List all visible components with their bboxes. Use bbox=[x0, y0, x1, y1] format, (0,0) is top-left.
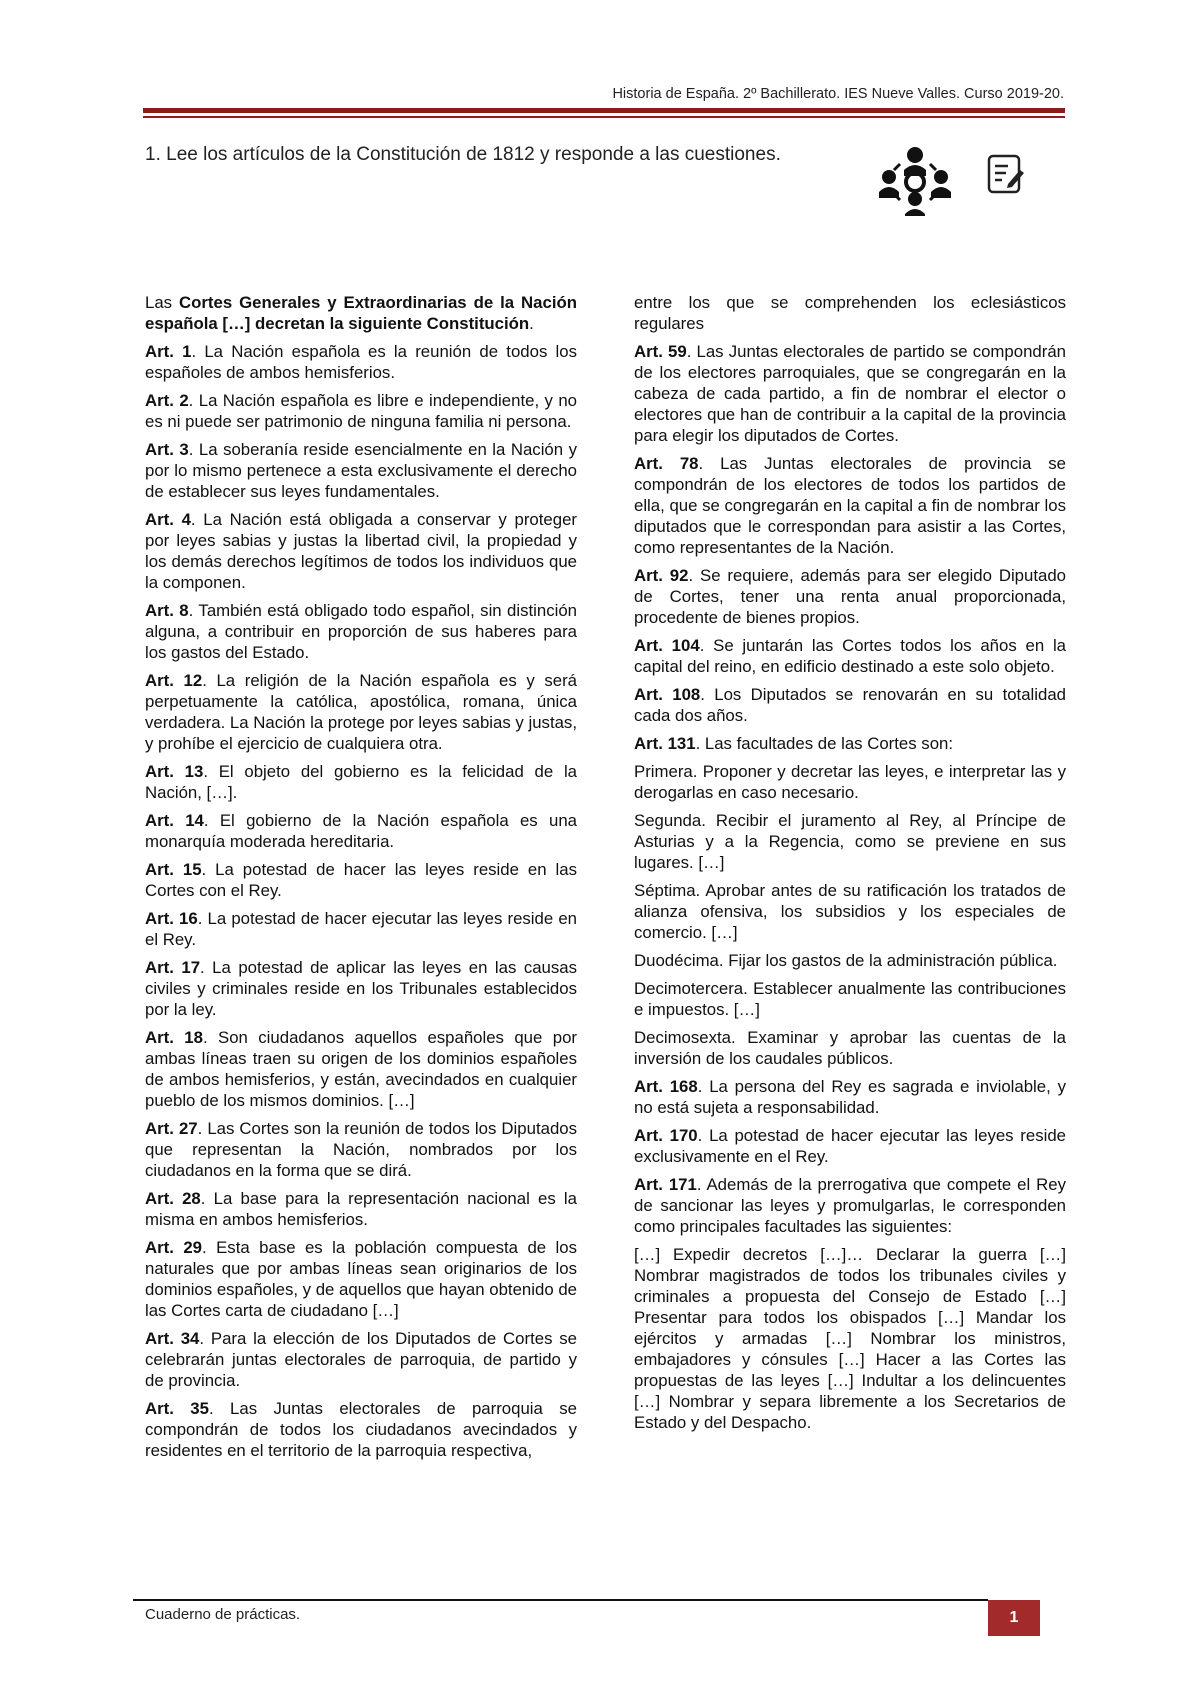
article-paragraph bbox=[634, 1027, 1066, 1069]
article-text: Duodécima. Fijar los gastos de la administración pública. bbox=[634, 951, 1058, 970]
article-label: Art. 12 bbox=[145, 671, 203, 690]
intro-paragraph bbox=[145, 292, 577, 334]
article-label: Art. 14 bbox=[145, 811, 204, 830]
article-text: . La potestad de aplicar las leyes en las causas civiles y criminales reside en los Tribunales establecidos por la ley. bbox=[145, 958, 578, 1019]
right-column bbox=[634, 292, 1066, 1440]
article-paragraph bbox=[145, 1328, 577, 1391]
article-paragraph bbox=[634, 453, 1066, 558]
article-text: . La potestad de hacer ejecutar las leyes reside en el Rey. bbox=[145, 909, 578, 949]
article-text: Segunda. Recibir el juramento al Rey, al Príncipe de Asturias y a la Regencia, como se previene en sus lugares. […] bbox=[634, 811, 1066, 872]
article-label: Art. 131 bbox=[634, 734, 696, 753]
intro-bold: Cortes Generales y Extraordinarias de la Nación española […] decretan la siguiente Constitución bbox=[145, 293, 577, 333]
article-label: Art. 17 bbox=[145, 958, 201, 977]
article-text: . La soberanía reside esencialmente en la Nación y por lo mismo pertenece a esta exclusivamente el derecho de establecer sus leyes fundamentales. bbox=[145, 440, 577, 501]
article-text: . Esta base es la población compuesta de los naturales que por ambas líneas sean originarios de los dominios españoles, y de aquellos que hayan obtenido de las Cortes carta de ciudadano […] bbox=[145, 1238, 578, 1320]
group-work-icon bbox=[878, 144, 952, 216]
article-label: Art. 104 bbox=[634, 636, 700, 655]
article-paragraph bbox=[145, 600, 577, 663]
article-text: . Los Diputados se renovarán en su totalidad cada dos años. bbox=[634, 685, 1067, 725]
article-text: . Las Cortes son la reunión de todos los Diputados que representan la Nación, nombrados por los ciudadanos en la forma que se dirá. bbox=[145, 1119, 577, 1180]
article-text: . Las Juntas electorales de provincia se compondrán de los electores de todos los partidos de ella, que se congregarán en la capital a fin de nombrar los diputados que le correspondan para asistir a las Cortes, como representantes de la Nación. bbox=[634, 454, 1066, 557]
article-text: . La Nación española es libre e independiente, y no es ni puede ser patrimonio de ninguna familia ni persona. bbox=[145, 391, 577, 431]
article-text: . Se requiere, además para ser elegido Diputado de Cortes, tener una renta anual proporcionada, procedente de bienes propios. bbox=[634, 566, 1067, 627]
article-paragraph bbox=[634, 292, 1066, 334]
article-paragraph bbox=[634, 761, 1066, 803]
article-text: . Son ciudadanos aquellos españoles que por ambas líneas traen su origen de los dominios españoles de ambos hemisferios, y están, avecindados en cualquier pueblo de los mismos dominios. […] bbox=[145, 1028, 577, 1110]
page-header-title: Historia de España. 2º Bachillerato. IES Nueve Valles. Curso 2019-20. bbox=[612, 86, 1064, 102]
article-text: . La Nación española es la reunión de todos los españoles de ambos hemisferios. bbox=[145, 342, 577, 382]
article-paragraph bbox=[634, 341, 1066, 446]
article-paragraph bbox=[634, 978, 1066, 1020]
article-label: Art. 168 bbox=[634, 1077, 698, 1096]
article-paragraph bbox=[145, 957, 577, 1020]
article-label: Art. 2 bbox=[145, 391, 189, 410]
intro-post: . bbox=[529, 314, 534, 333]
notes-icon bbox=[986, 152, 1026, 196]
article-paragraph bbox=[145, 509, 577, 593]
article-text: . La base para la representación nacional es la misma en ambos hemisferios. bbox=[145, 1189, 577, 1229]
article-text: . Se juntarán las Cortes todos los años en la capital del reino, en edificio destinado a este solo objeto. bbox=[634, 636, 1067, 676]
article-text: Séptima. Aprobar antes de su ratificación los tratados de alianza ofensiva, los subsidios y los especiales de comercio. […] bbox=[634, 881, 1066, 942]
article-label: Art. 35 bbox=[145, 1399, 209, 1418]
article-paragraph bbox=[145, 908, 577, 950]
article-text: . La potestad de hacer ejecutar las leyes reside exclusivamente en el Rey. bbox=[634, 1126, 1067, 1166]
article-label: Art. 92 bbox=[634, 566, 689, 585]
article-text: . También está obligado todo español, sin distinción alguna, a contribuir en proporción de sus haberes para los gastos del Estado. bbox=[145, 601, 577, 662]
article-paragraph bbox=[145, 390, 577, 432]
right-article-list bbox=[634, 292, 1066, 1433]
article-paragraph bbox=[634, 810, 1066, 873]
intro-pre: Las bbox=[145, 293, 180, 312]
article-text: . Además de la prerrogativa que compete el Rey de sancionar las leyes y promulgarlas, le corresponden como principales facultades las siguientes: bbox=[634, 1175, 1067, 1236]
article-paragraph bbox=[145, 341, 577, 383]
page-number: 1 bbox=[988, 1600, 1040, 1636]
article-text: . La Nación está obligada a conservar y proteger por leyes sabias y justas la libertad civil, la propiedad y los demás derechos legítimos de todos los individuos que la componen. bbox=[145, 510, 577, 592]
article-text: . Para la elección de los Diputados de Cortes se celebrarán juntas electorales de parroquia, de partido y de provincia. bbox=[145, 1329, 577, 1390]
article-paragraph bbox=[634, 880, 1066, 943]
article-label: Art. 170 bbox=[634, 1126, 698, 1145]
article-paragraph bbox=[634, 1125, 1066, 1167]
article-paragraph bbox=[145, 1027, 577, 1111]
article-text: Decimotercera. Establecer anualmente las contribuciones e impuestos. […] bbox=[634, 979, 1066, 1019]
article-text: . La potestad de hacer las leyes reside en las Cortes con el Rey. bbox=[145, 860, 577, 900]
article-paragraph bbox=[634, 950, 1066, 971]
article-label: Art. 1 bbox=[145, 342, 192, 361]
article-text: . El objeto del gobierno es la felicidad de la Nación, […]. bbox=[145, 762, 578, 802]
article-label: Art. 16 bbox=[145, 909, 198, 928]
footer-divider bbox=[133, 1599, 988, 1601]
article-text: Primera. Proponer y decretar las leyes, e interpretar las y derogarlas en caso necesario. bbox=[634, 762, 1066, 802]
article-text: . Las facultades de las Cortes son: bbox=[695, 734, 954, 753]
header-divider-thin bbox=[143, 116, 1065, 118]
article-label: Art. 8 bbox=[145, 601, 189, 620]
article-paragraph bbox=[634, 733, 1066, 754]
article-text: entre los que se comprehenden los eclesiásticos regulares bbox=[634, 293, 1066, 333]
article-label: Art. 3 bbox=[145, 440, 189, 459]
footer-title: Cuaderno de prácticas. bbox=[145, 1606, 301, 1623]
article-paragraph bbox=[145, 1237, 577, 1321]
article-text: . Las Juntas electorales de partido se compondrán de los electores parroquiales, que se congregarán en la cabeza de cada partido, a fin de nombrar el elector o electores que han de contribuir a la capital de la provincia para elegir los diputados de Cortes. bbox=[634, 342, 1066, 445]
article-paragraph bbox=[634, 684, 1066, 726]
article-paragraph bbox=[634, 1174, 1066, 1237]
article-paragraph bbox=[145, 1118, 577, 1181]
article-label: Art. 171 bbox=[634, 1175, 697, 1194]
article-paragraph bbox=[145, 761, 577, 803]
article-label: Art. 28 bbox=[145, 1189, 201, 1208]
article-paragraph bbox=[145, 810, 577, 852]
left-article-list bbox=[145, 341, 577, 1461]
article-label: Art. 15 bbox=[145, 860, 202, 879]
header-divider-thick bbox=[143, 108, 1065, 113]
article-paragraph bbox=[634, 1076, 1066, 1118]
article-label: Art. 34 bbox=[145, 1329, 200, 1348]
article-label: Art. 27 bbox=[145, 1119, 198, 1138]
article-label: Art. 78 bbox=[634, 454, 699, 473]
article-paragraph bbox=[145, 1188, 577, 1230]
article-label: Art. 4 bbox=[145, 510, 191, 529]
article-paragraph bbox=[145, 859, 577, 901]
article-paragraph bbox=[145, 439, 577, 502]
article-paragraph bbox=[634, 565, 1066, 628]
left-column bbox=[145, 292, 577, 1468]
article-text: . El gobierno de la Nación española es una monarquía moderada hereditaria. bbox=[145, 811, 577, 851]
article-paragraph bbox=[634, 1244, 1066, 1433]
article-text: […] Expedir decretos […]… Declarar la guerra […] Nombrar magistrados de todos los tribunales civiles y criminales a propuesta del Consejo de Estado […] Presentar para todos los obispados […] Mandar los ejércitos y armadas […] Nombrar los ministros, embajadores y cónsules […] Hacer a las Cortes las propuestas de las leyes […] Indultar a los delincuentes […] Nombrar y separa libremente a los Secretarios de Estado y del Despacho. bbox=[634, 1245, 1066, 1432]
article-text: . La persona del Rey es sagrada e inviolable, y no está sujeta a responsabilidad. bbox=[634, 1077, 1066, 1117]
article-paragraph bbox=[145, 670, 577, 754]
question-prompt: 1. Lee los artículos de la Constitución de 1812 y responde a las cuestiones. bbox=[145, 144, 781, 165]
article-text: . Las Juntas electorales de parroquia se compondrán de todos los ciudadanos avecindados y residentes en el territorio de la parroquia respectiva, bbox=[145, 1399, 577, 1460]
article-paragraph bbox=[145, 1398, 577, 1461]
article-label: Art. 13 bbox=[145, 762, 204, 781]
article-label: Art. 108 bbox=[634, 685, 701, 704]
article-label: Art. 18 bbox=[145, 1028, 203, 1047]
article-label: Art. 59 bbox=[634, 342, 687, 361]
article-text: . La religión de la Nación española es y será perpetuamente la católica, apostólica, romana, única verdadera. La Nación la protege por leyes sabias y justas, y prohíbe el ejercicio de cualquiera otra. bbox=[145, 671, 577, 753]
article-label: Art. 29 bbox=[145, 1238, 203, 1257]
article-paragraph bbox=[634, 635, 1066, 677]
article-text: Decimosexta. Examinar y aprobar las cuentas de la inversión de los caudales públicos. bbox=[634, 1028, 1066, 1068]
